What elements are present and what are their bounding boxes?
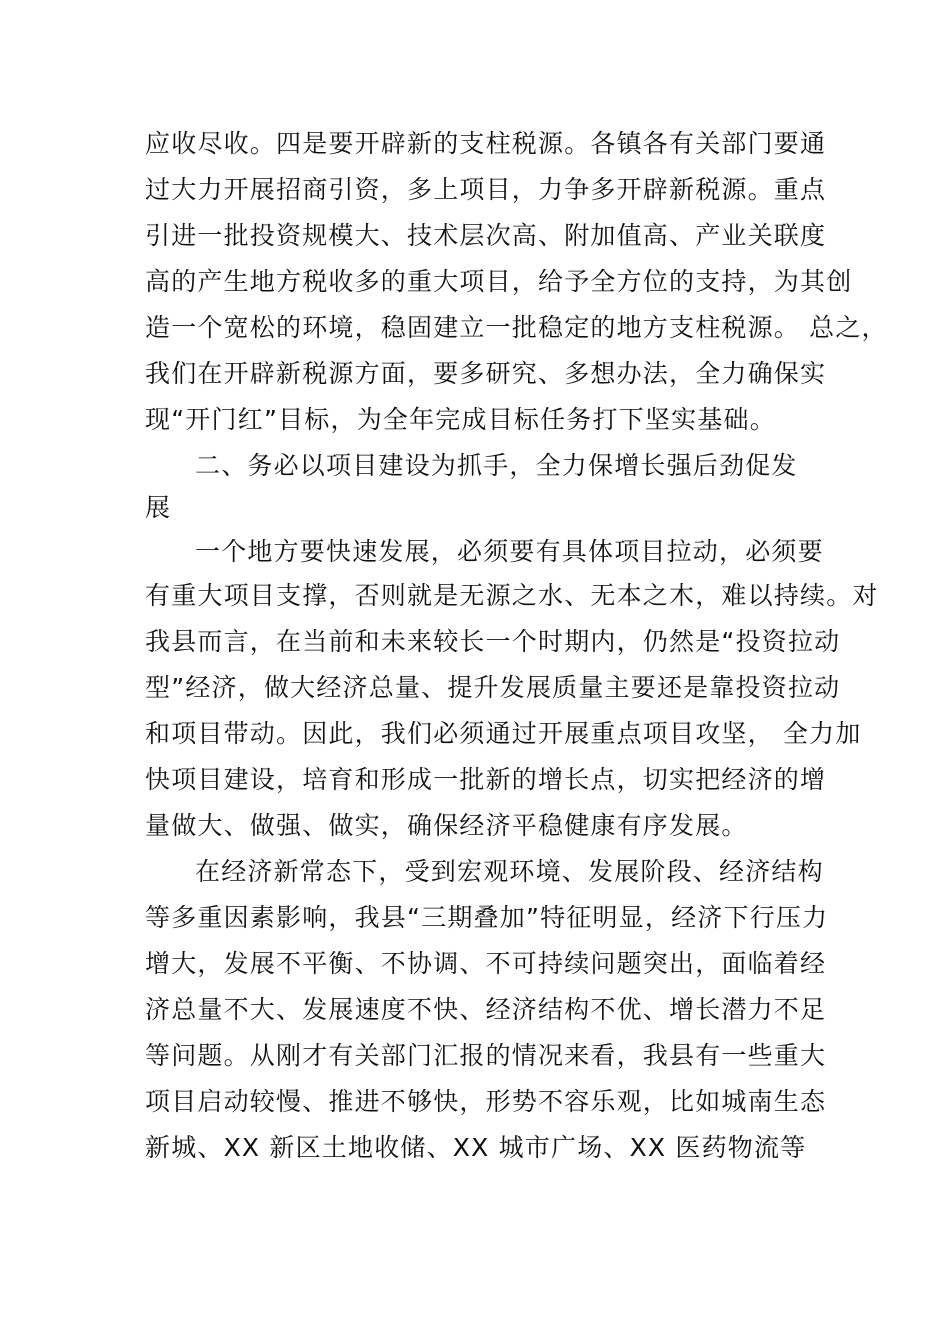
text-line: 等多重因素影响，我县“三期叠加”特征明显，经济下行压力	[145, 903, 829, 932]
text-line: 过大力开展招商引资，多上项目，力争多开辟新税源。重点	[145, 175, 827, 204]
text-line: 造一个宽松的环境，稳固建立一批稳定的地方支柱税源。 总之，	[145, 313, 888, 342]
text-line: 项目启动较慢、推进不够快，形势不容乐观，比如城南生态	[145, 1087, 827, 1116]
text-line: 增大，发展不平衡、不协调、不可持续问题突出，面临着经	[145, 949, 827, 978]
text-line: 快项目建设，培育和形成一批新的增长点，切实把经济的增	[145, 765, 827, 794]
text-line: 高的产生地方税收多的重大项目，给予全方位的支持，为其创	[145, 267, 853, 296]
text-line: 应收尽收。四是要开辟新的支柱税源。各镇各有关部门要通	[145, 129, 827, 158]
text-line: 和项目带动。因此，我们必须通过开展重点项目攻坚， 全力加	[145, 719, 862, 748]
text-line: 我们在开辟新税源方面，要多研究、多想办法，全力确保实	[145, 359, 827, 388]
section-heading-line: 二、务必以项目建设为抓手，全力保增长强后劲促发	[195, 451, 798, 480]
text-line: 引进一批投资规模大、技术层次高、附加值高、产业关联度	[145, 221, 827, 250]
text-line: 一个地方要快速发展，必须要有具体项目拉动，必须要	[195, 537, 824, 566]
text-line: 有重大项目支撑，否则就是无源之水、无本之木，难以持续。对	[145, 581, 879, 610]
text-line: 济总量不大、发展速度不快、经济结构不优、增长潜力不足	[145, 995, 827, 1024]
text-line: 量做大、做强、做实，确保经济平稳健康有序发展。	[145, 811, 748, 840]
text-line: 等问题。从刚才有关部门汇报的情况来看，我县有一些重大	[145, 1041, 827, 1070]
text-line: 我县而言，在当前和未来较长一个时期内，仍然是“投资拉动	[145, 627, 841, 656]
text-line: 型”经济，做大经济总量、提升发展质量主要还是靠投资拉动	[145, 673, 841, 702]
text-line: 现“开门红”目标，为全年完成目标任务打下坚实基础。	[145, 405, 776, 434]
section-heading-line: 展	[145, 493, 172, 522]
text-line: 新城、XX 新区土地收储、XX 城市广场、XX 医药物流等	[145, 1133, 807, 1162]
text-line: 在经济新常态下，受到宏观环境、发展阶段、经济结构	[195, 857, 824, 886]
